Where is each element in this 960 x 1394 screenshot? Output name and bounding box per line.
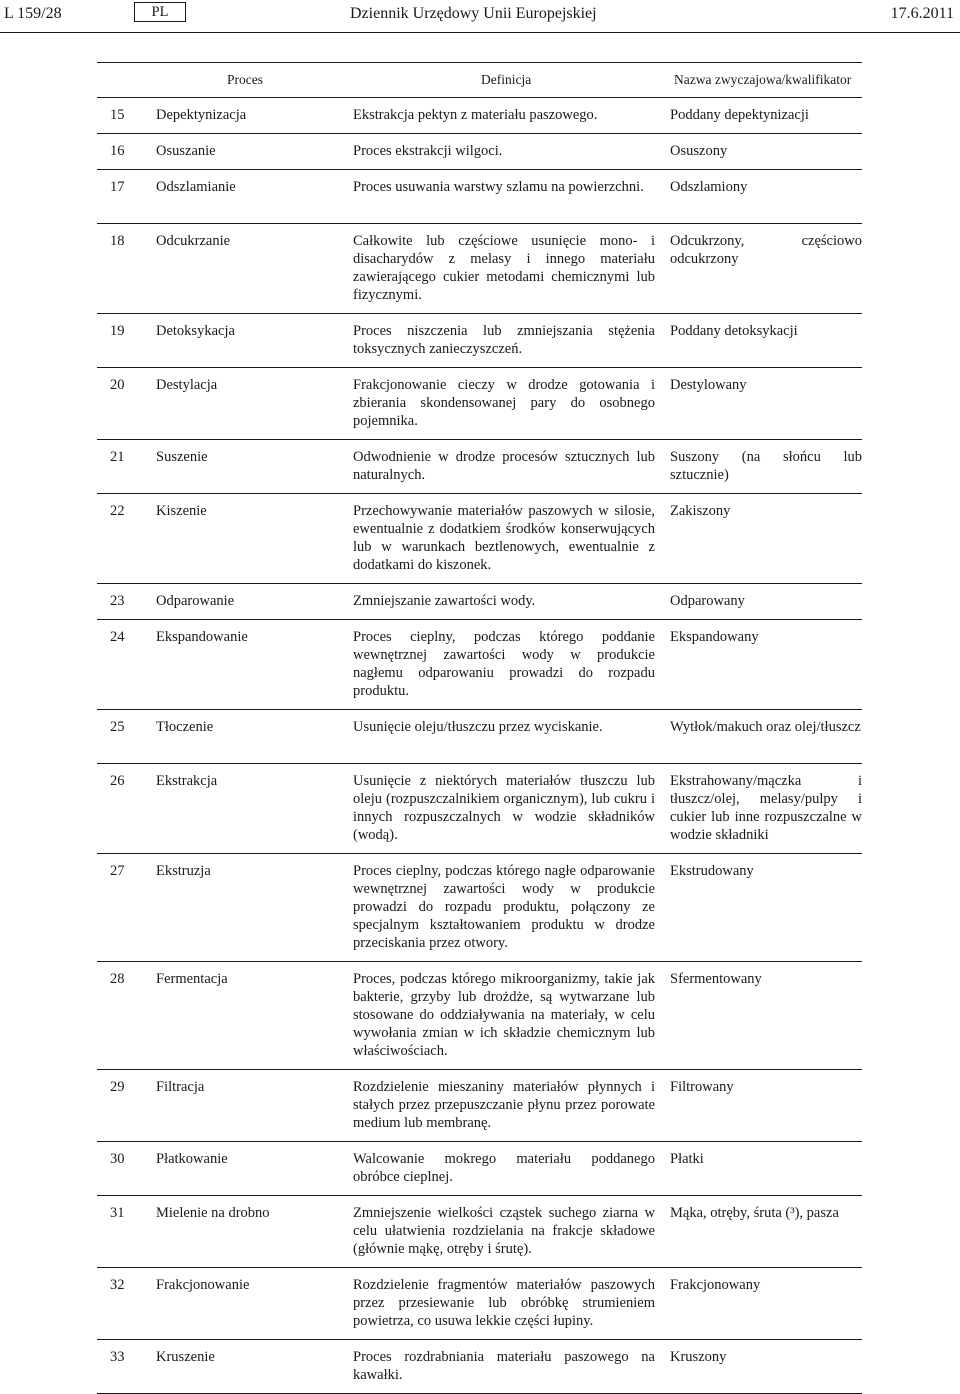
common-name-qualifier: Odcukrzony, częściowo odcukrzony [670,233,862,267]
common-name-qualifier: Mąka, otręby, śruta (³), pasza [670,1205,839,1221]
process-definition: Rozdzielenie fragmentów materiałów paszowych przez przesiewanie lub obróbkę strumieniem powietrza, co usuwa lekkie części łupiny. [353,1277,655,1329]
table-row [97,368,862,440]
table-header-row [97,62,862,98]
process-name: Płatkowanie [156,1151,228,1167]
journal-title: Dziennik Urzędowy Unii Europejskiej [350,5,597,22]
process-definition: Proces rozdrabniania materiału paszowego na kawałki. [353,1349,655,1383]
column-header-name: Nazwa zwyczajowa/kwalifikator [674,72,852,87]
process-name: Mielenie na drobno [156,1205,270,1221]
common-name-qualifier: Ekstrudowany [670,863,754,879]
process-name: Odparowanie [156,593,235,609]
row-number: 26 [110,773,125,789]
process-name: Fermentacja [156,971,228,987]
common-name-qualifier: Odszlamiony [670,179,748,195]
process-table [97,62,862,1394]
table-row [97,314,862,368]
process-name: Odcukrzanie [156,233,231,249]
common-name-qualifier: Destylowany [670,377,747,393]
process-definition: Odwodnienie w drodze procesów sztucznych lub naturalnych. [353,449,655,483]
table-row [97,584,862,620]
common-name-qualifier: Kruszony [670,1349,727,1365]
process-name: Frakcjonowanie [156,1277,250,1293]
row-number: 25 [110,719,125,735]
process-definition: Całkowite lub częściowe usunięcie mono- i disacharydów z melasy i innego materiału zawierającego cukier metodami chemicznymi lub fizycznymi. [353,233,655,303]
process-name: Kiszenie [156,503,207,519]
row-number: 17 [110,179,125,195]
row-number: 28 [110,971,125,987]
row-number: 33 [110,1349,125,1365]
row-number: 20 [110,377,125,393]
row-number: 32 [110,1277,125,1293]
process-definition: Proces cieplny, podczas którego nagłe odparowanie wewnętrznej zawartości wody w produkcie prowadzi do rozpadu produktu, połączony ze specjalnym kształtowaniem produktu w drodze przeciskania przez otwory. [353,863,655,951]
column-header-definition: Definicja [481,72,532,87]
common-name-qualifier: Sfermentowany [670,971,762,987]
row-number: 16 [110,143,125,159]
row-number: 18 [110,233,125,249]
process-definition: Proces usuwania warstwy szlamu na powierzchni. [353,179,644,195]
page-number: L 159/28 [4,5,62,22]
process-definition: Zmniejszenie wielkości cząstek suchego ziarna w celu ułatwienia rozdzielania na frakcje składowe (głównie mąkę, otręby i śrutę). [353,1205,655,1257]
table-row [97,134,862,170]
process-name: Ekstrakcja [156,773,218,789]
table-body [97,98,862,1394]
row-number: 29 [110,1079,125,1095]
table-row [97,494,862,584]
table-row [97,1196,862,1268]
process-name: Destylacja [156,377,218,393]
process-name: Odszlamianie [156,179,236,195]
row-number: 24 [110,629,125,645]
row-number: 23 [110,593,125,609]
process-name: Depektynizacja [156,107,247,123]
process-definition: Przechowywanie materiałów paszowych w silosie, ewentualnie z dodatkiem środków konserwujących lub w warunkach beztlenowych, ewentualnie z dodatkami do kiszonek. [353,503,655,573]
row-number: 27 [110,863,125,879]
common-name-qualifier: Suszony (na słońcu lub sztucznie) [670,449,862,483]
row-number: 15 [110,107,125,123]
process-definition: Frakcjonowanie cieczy w drodze gotowania i zbierania skondensowanej pary do osobnego pojemnika. [353,377,655,429]
common-name-qualifier: Odparowany [670,593,745,609]
process-definition: Usunięcie oleju/tłuszczu przez wyciskanie. [353,719,603,735]
table-row [97,1268,862,1340]
row-number: 22 [110,503,125,519]
table-row [97,620,862,710]
common-name-qualifier: Poddany detoksykacji [670,323,798,339]
process-definition: Proces niszczenia lub zmniejszania stężenia toksycznych zanieczyszczeń. [353,323,655,357]
table-row [97,98,862,134]
process-name: Ekstruzja [156,863,211,879]
process-name: Osuszanie [156,143,216,159]
row-number: 21 [110,449,125,465]
table-row [97,440,862,494]
table-row [97,1142,862,1196]
table-row [97,170,862,224]
row-number: 19 [110,323,125,339]
common-name-qualifier: Ekstrahowany/mączka i tłuszcz/olej, melasy/pulpy i cukier lub inne rozpuszczalne w wodzie składniki [670,773,862,843]
common-name-qualifier: Filtrowany [670,1079,734,1095]
common-name-qualifier: Frakcjonowany [670,1277,761,1293]
table-row [97,224,862,314]
header-divider [0,32,960,33]
common-name-qualifier: Wytłok/makuch oraz olej/tłuszcz [670,719,861,735]
common-name-qualifier: Osuszony [670,143,728,159]
process-definition: Ekstrakcja pektyn z materiału paszowego. [353,107,598,123]
publication-date: 17.6.2011 [890,5,954,22]
process-name: Filtracja [156,1079,205,1095]
process-definition: Walcowanie mokrego materiału poddanego obróbce cieplnej. [353,1151,655,1185]
common-name-qualifier: Ekspandowany [670,629,759,645]
common-name-qualifier: Zakiszony [670,503,731,519]
process-definition: Rozdzielenie mieszaniny materiałów płynnych i stałych przez przepuszczanie płynu przez porowate medium lub membranę. [353,1079,655,1131]
process-definition: Proces cieplny, podczas którego poddanie wewnętrznej zawartości wody w produkcie nagłemu odparowaniu prowadzi do rozpadu produktu. [353,629,655,699]
process-name: Suszenie [156,449,208,465]
table-row [97,710,862,764]
process-name: Ekspandowanie [156,629,248,645]
row-number: 30 [110,1151,125,1167]
process-name: Kruszenie [156,1349,215,1365]
common-name-qualifier: Poddany depektynizacji [670,107,809,123]
common-name-qualifier: Płatki [670,1151,704,1167]
page-header [0,0,960,32]
process-name: Detoksykacja [156,323,235,339]
process-definition: Proces ekstrakcji wilgoci. [353,143,503,159]
process-definition: Proces, podczas którego mikroorganizmy, takie jak bakterie, grzyby lub drożdże, są wytwarzane lub stosowane do oddziaływania na materiały, w celu wywołania zmian w ich składzie chemicznym lub właściwościach. [353,971,655,1059]
process-definition: Usunięcie z niektórych materiałów tłuszczu lub oleju (rozpuszczalnikiem organicznym), lub cukru i innych rozpuszczalnych w wodzie składników (wodą). [353,773,655,843]
table-row [97,854,862,962]
table-row [97,962,862,1070]
process-definition: Zmniejszanie zawartości wody. [353,593,536,609]
row-number: 31 [110,1205,125,1221]
table-row [97,1070,862,1142]
column-header-process: Proces [227,72,263,87]
process-name: Tłoczenie [156,719,214,735]
table-row [97,764,862,854]
language-badge: PL [134,2,186,22]
